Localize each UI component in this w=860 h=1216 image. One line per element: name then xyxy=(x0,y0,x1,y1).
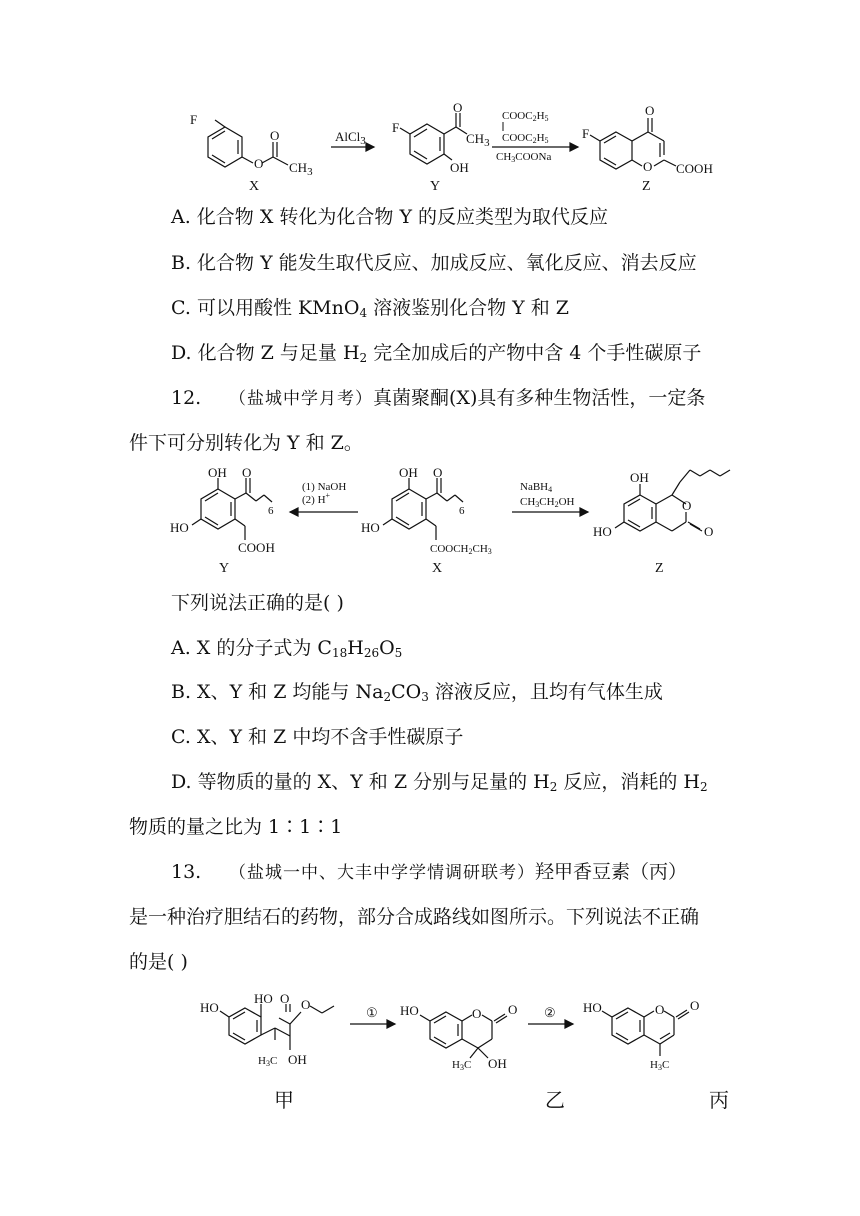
q11-z-carbonyl-o: O xyxy=(645,103,655,118)
q13-label-jia: 甲 xyxy=(274,1088,294,1112)
q12-z-carbonyl-o: O xyxy=(704,524,714,539)
q13-bing-ho: HO xyxy=(583,1000,602,1015)
q11-reagent-mid: COOC2H5 xyxy=(502,132,549,145)
q12-stem-line1: 12. （盐城中学月考）真菌聚酮(X)具有多种生物活性，一定条 xyxy=(171,387,706,409)
q12-option-a: A. X 的分子式为 $C_{18}H_{26}O_5$ xyxy=(171,637,403,660)
q12-x-cooet: COOCH2CH3 xyxy=(430,543,492,556)
q11-z-f-atom: F xyxy=(582,126,590,141)
q12-option-b: B. X、Y 和 Z 均能与 $Na_2CO_3$ 溶液反应，且均有气体生成 xyxy=(171,681,663,704)
q13-yi-ring-o: O xyxy=(472,1006,482,1021)
q13-stem-line1: 13. （盐城一中、大丰中学学情调研联考）羟甲香豆素（丙） xyxy=(171,861,688,883)
q11-x-ch3: $CH_3$ xyxy=(289,160,313,178)
q11-label-x: X xyxy=(249,179,260,194)
q11-option-d: D. 化合物 Z 与足量 $H_2$ 完全加成后的产物中含 4 个手性碳原子 xyxy=(171,342,702,365)
q12-reaction-scheme xyxy=(0,460,860,590)
q11-reagent-alcl3: AlCl$_3$ xyxy=(335,129,366,147)
q13-reaction-scheme xyxy=(0,985,860,1075)
q12-z-ho: HO xyxy=(593,524,612,539)
q12-right-reagent-2: CH3CH2OH xyxy=(520,496,575,509)
q11-label-y: Y xyxy=(430,179,441,194)
q11-option-c: C. 可以用酸性 KMnO$_4$ 溶液鉴别化合物 Y 和 Z xyxy=(171,297,569,320)
q12-right-reagent-1: NaBH4 xyxy=(520,481,553,494)
q12-x-chain-n: 6 xyxy=(459,505,465,517)
q13-yi-carbonyl-o: O xyxy=(508,1002,518,1017)
q12-label-y: Y xyxy=(219,561,230,576)
q13-jia-h3c: H3C xyxy=(258,1055,278,1068)
q13-label-yi: 乙 xyxy=(545,1088,565,1112)
q11-z-ring-o: O xyxy=(643,159,653,174)
q13-label-bing: 丙 xyxy=(709,1088,729,1112)
q12-left-reagent-1: (1) NaOH xyxy=(302,481,347,493)
q12-x-ho: HO xyxy=(361,520,380,535)
q13-bing-carbonyl-o: O xyxy=(690,998,700,1013)
q12-stem-line2: 件下可分别转化为 Y 和 Z。 xyxy=(129,432,363,454)
q12-y-oh: OH xyxy=(208,465,227,480)
q11-reagent-top: COOC2H5 xyxy=(502,110,549,123)
q13-jia-carbonyl-o: O xyxy=(280,991,290,1006)
q13-jia-ho-top: HO xyxy=(254,991,273,1006)
q11-option-a: A. 化合物 X 转化为化合物 Y 的反应类型为取代反应 xyxy=(171,206,609,228)
q11-x-f-atom: F xyxy=(190,112,198,127)
q11-reaction-scheme xyxy=(0,0,860,200)
q11-reagent-bot: CH3COONa xyxy=(496,151,552,164)
q12-option-c: C. X、Y 和 Z 中均不含手性碳原子 xyxy=(171,726,464,748)
q13-step2: ② xyxy=(544,1005,556,1020)
q13-step1: ① xyxy=(366,1005,378,1020)
q12-x-oh: OH xyxy=(399,465,418,480)
q13-jia-ester-o: O xyxy=(301,997,311,1012)
q12-y-chain-n: 6 xyxy=(268,505,274,517)
q12-z-ring-o: O xyxy=(682,498,692,513)
q11-option-b: B. 化合物 Y 能发生取代反应、加成反应、氧化反应、消去反应 xyxy=(171,252,697,274)
q11-y-f-atom: F xyxy=(392,120,400,135)
q12-option-d-line1: D. 等物质的量的 X、Y 和 Z 分别与足量的 $H_2$ 反应，消耗的 $H_2$ xyxy=(171,771,708,794)
q12-label-z: Z xyxy=(655,561,664,576)
q12-y-ho: HO xyxy=(170,520,189,535)
q13-stem-line2: 是一种治疗胆结石的药物，部分合成路线如图所示。下列说法不正确 xyxy=(129,906,700,928)
q13-jia-ho: HO xyxy=(200,1000,219,1015)
q12-z-oh: OH xyxy=(630,470,649,485)
q12-y-cooh: COOH xyxy=(238,540,275,555)
q13-jia-oh: OH xyxy=(288,1052,307,1067)
q13-yi-ho: HO xyxy=(400,1003,419,1018)
q11-y-oh: OH xyxy=(450,160,469,175)
q11-x-carbonyl-o: O xyxy=(270,128,280,143)
q11-y-ch3: $CH_3$ xyxy=(466,131,490,149)
q13-stem-line3: 的是( ) xyxy=(129,951,188,973)
q12-y-carbonyl-o: O xyxy=(242,465,252,480)
q12-label-x: X xyxy=(432,561,443,576)
q11-y-carbonyl-o: O xyxy=(453,100,463,115)
q12-question: 下列说法正确的是( ) xyxy=(171,592,344,614)
q12-option-d-line2: 物质的量之比为 1∶1∶1 xyxy=(129,816,343,838)
q12-x-carbonyl-o: O xyxy=(433,465,443,480)
q13-yi-h3c: H3C xyxy=(452,1059,472,1072)
q11-z-cooh: COOH xyxy=(676,161,713,176)
q13-yi-oh: OH xyxy=(488,1056,507,1071)
q11-x-o-atom: O xyxy=(254,156,264,171)
q13-bing-h3c: H3C xyxy=(650,1059,670,1072)
q12-left-reagent-2: (2) H+ xyxy=(302,491,331,506)
q11-label-z: Z xyxy=(642,179,651,194)
q13-bing-ring-o: O xyxy=(655,1002,665,1017)
